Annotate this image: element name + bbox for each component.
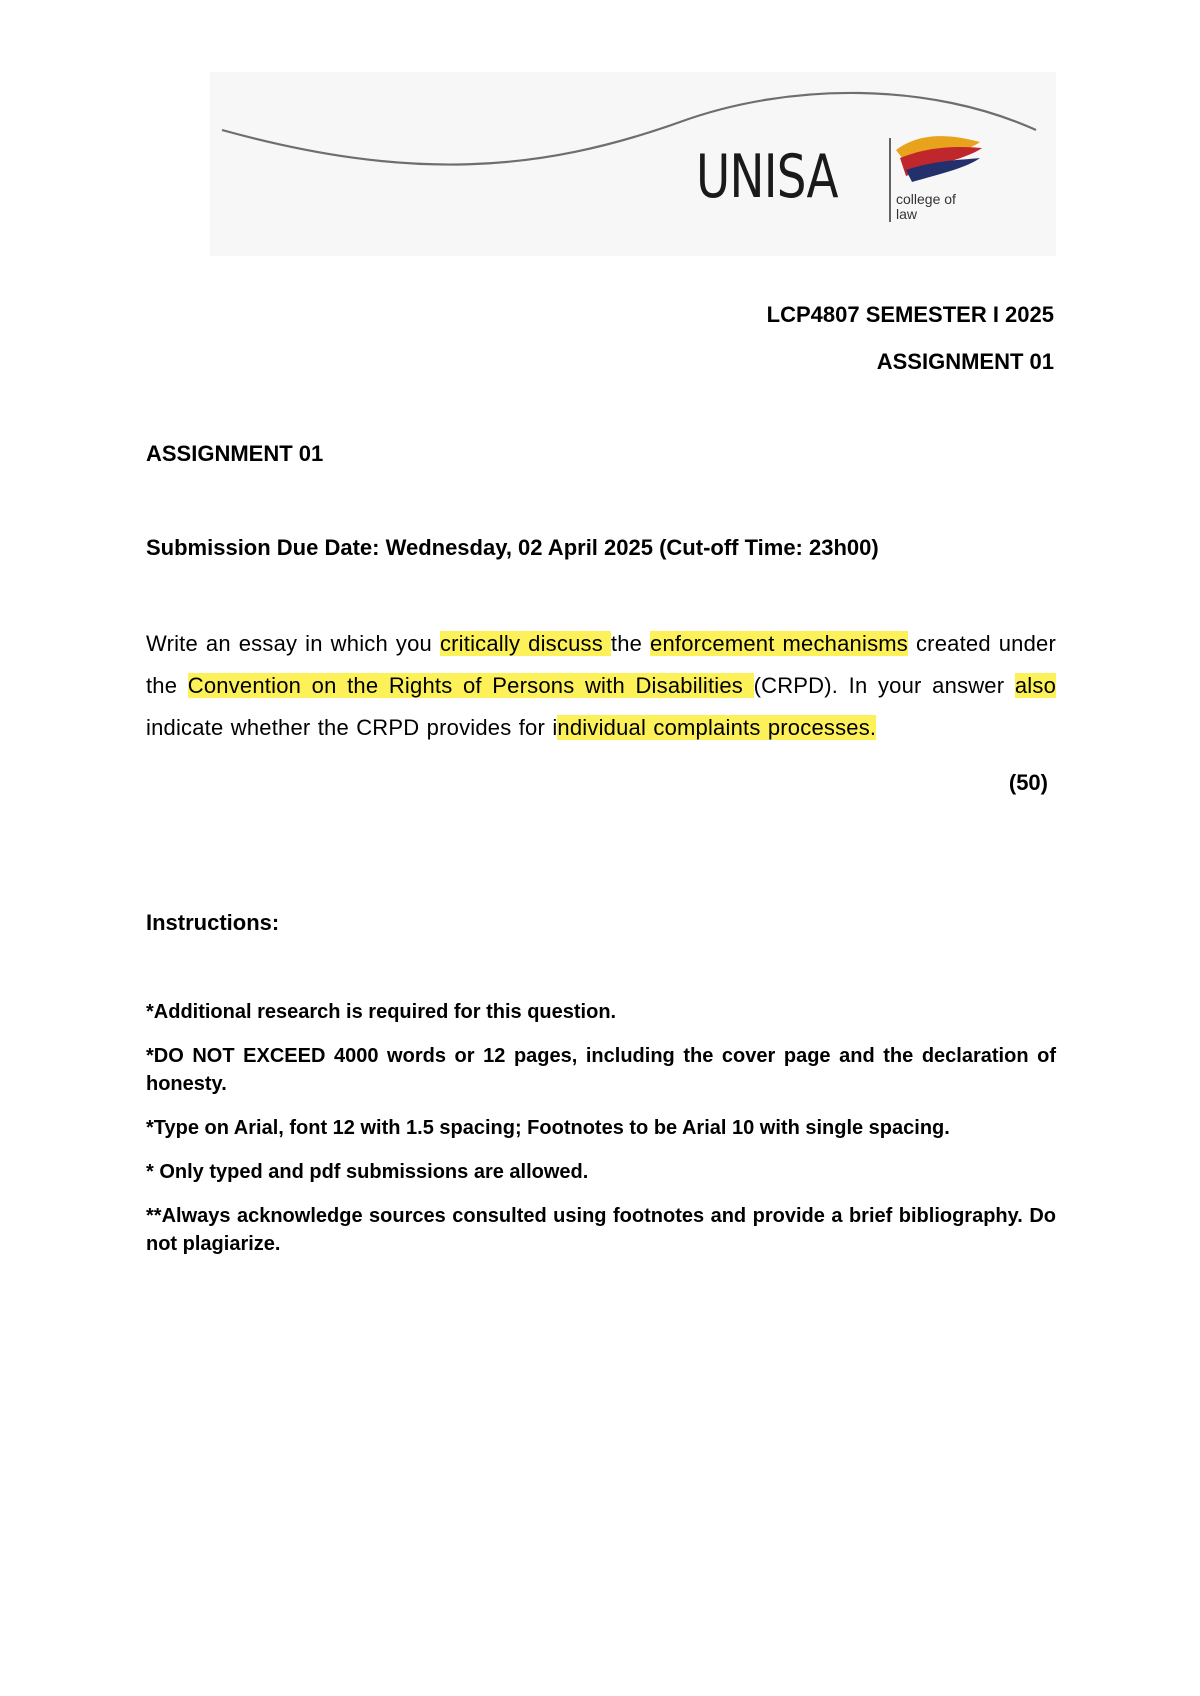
assignment-number-heading: ASSIGNMENT 01 (876, 349, 1054, 374)
instructions-heading: Instructions: (146, 910, 280, 935)
essay-text: (CRPD). In your answer (753, 673, 1015, 698)
highlighted-phrase: Convention on the Rights of Persons with Disabilities (187, 673, 754, 698)
course-code-heading: LCP4807 SEMESTER I 2025 (766, 302, 1054, 327)
essay-text: created under the (146, 631, 1056, 698)
page-title: ASSIGNMENT 01 (146, 441, 324, 466)
submission-due-date: Submission Due Date: Wednesday, 02 April 2025 (Cut-off Time: 23h00) (146, 535, 879, 560)
instruction-item: *Additional research is required for this question. (146, 1001, 617, 1023)
essay-text: Write an essay in which you (146, 631, 440, 656)
instruction-item: *Type on Arial, font 12 with 1.5 spacing; Footnotes to be Arial 10 with single spacing. (146, 1117, 950, 1139)
highlighted-phrase: critically discuss (439, 631, 611, 656)
total-marks: (50) (1008, 770, 1048, 795)
logo-swoosh-graphic (210, 72, 1056, 256)
highlighted-phrase: enforcement mechanisms (650, 631, 908, 656)
essay-question (146, 623, 1056, 749)
logo-wordmark: UNISA (696, 142, 838, 212)
unisa-logo-banner (210, 72, 1056, 256)
instruction-item: **Always acknowledge sources consulted using footnotes and provide a brief bibliography. Do not plagiarize. (146, 1205, 1056, 1255)
highlighted-phrase: ndividual complaints processes. (557, 715, 877, 740)
instruction-item: * Only typed and pdf submissions are allowed. (146, 1161, 589, 1183)
logo-subtitle: college of law (896, 191, 956, 222)
instruction-item: *DO NOT EXCEED 4000 words or 12 pages, including the cover page and the declaration of honesty. (146, 1045, 1056, 1095)
highlighted-phrase: also (1014, 673, 1057, 698)
essay-text: the (610, 631, 651, 656)
essay-text: indicate whether the CRPD provides for i (146, 715, 558, 740)
